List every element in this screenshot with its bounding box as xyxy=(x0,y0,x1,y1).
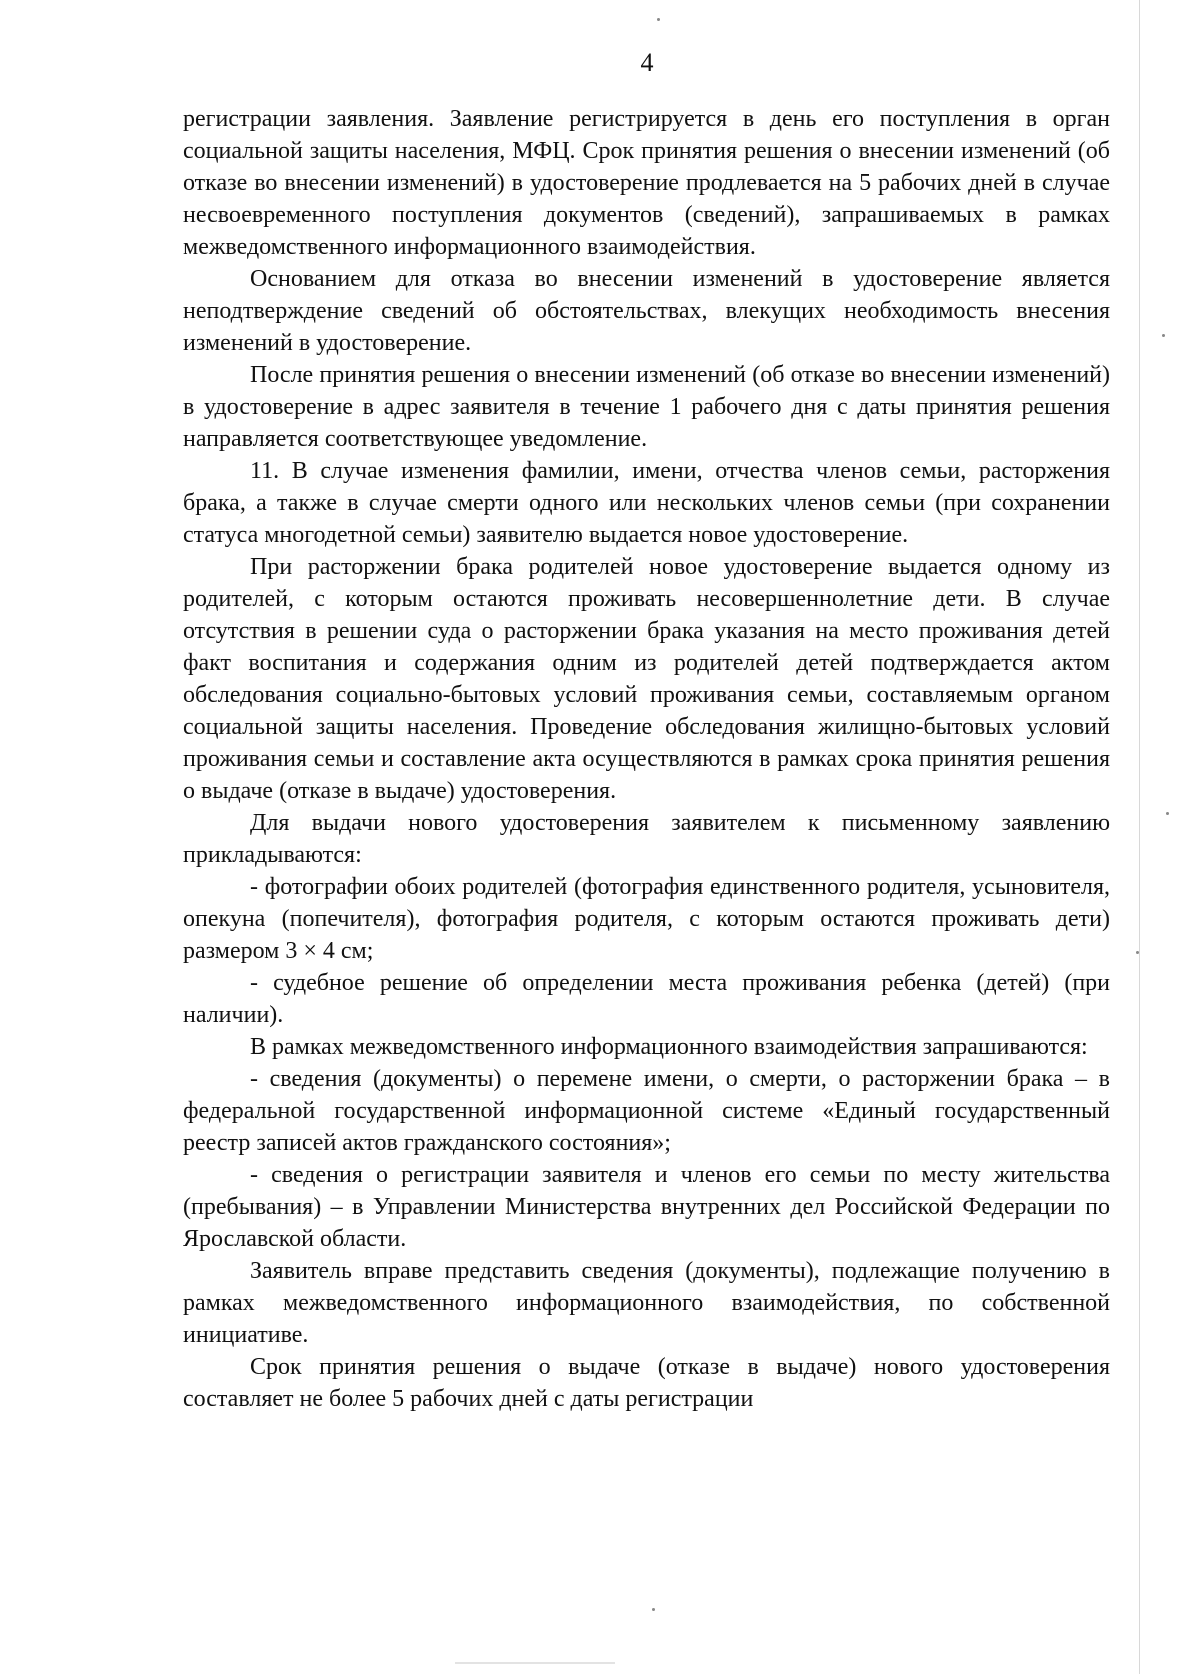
scan-speck xyxy=(1162,334,1165,337)
paragraph-divorce: При расторжении брака родителей новое удостоверение выдается одному из родителей, с которым остаются проживать несовершеннолетние дети. В случае отсутствия в решении суда о расторжении брака указания на место проживания детей факт воспитания и содержания одним из родителей детей подтверждается актом обследования социально-бытовых условий проживания семьи, составляемым органом социальной защиты населения. Проведение обследования жилищно-бытовых условий проживания семьи и составление акта осуществляются в рамках срока принятия решения о выдаче (отказе в выдаче) удостоверения. xyxy=(183,554,1110,804)
paragraph-notification: После принятия решения о внесении изменений (об отказе во внесении изменений) в удостоверение в адрес заявителя в течение 1 рабочего дня с даты принятия решения направляется соответствующее уведомление. xyxy=(183,362,1110,452)
scan-speck xyxy=(657,18,660,21)
scan-speck xyxy=(1136,951,1139,954)
scan-smudge xyxy=(455,1662,615,1664)
paragraph-item-11: 11. В случае изменения фамилии, имени, отчества членов семьи, расторжения брака, а также в случае смерти одного или нескольких членов семьи (при сохранении статуса многодетной семьи) заявителю выдается новое удостоверение. xyxy=(183,458,1110,548)
scan-speck xyxy=(652,1608,655,1611)
paragraph-own-initiative: Заявитель вправе представить сведения (документы), подлежащие получению в рамках межведомственного информационного взаимодействия, по собственной инициативе. xyxy=(183,1258,1110,1348)
document-body xyxy=(183,103,1110,1415)
list-item-photos: - фотографии обоих родителей (фотография единственного родителя, усыновителя, опекуна (попечителя), фотография родителя, с которым остаются проживать дети) размером 3 × 4 см; xyxy=(183,874,1110,964)
page-number: 4 xyxy=(640,48,654,77)
paragraph-decision-term: Срок принятия решения о выдаче (отказе в выдаче) нового удостоверения составляет не более 5 рабочих дней с даты регистрации xyxy=(183,1354,1110,1412)
scan-speck xyxy=(1166,812,1169,815)
list-item-residence-registration: - сведения о регистрации заявителя и членов его семьи по месту жительства (пребывания) – в Управлении Министерства внутренних дел Российской Федерации по Ярославской области. xyxy=(183,1162,1110,1252)
paragraph-attachments-intro: Для выдачи нового удостоверения заявителем к письменному заявлению прикладываются: xyxy=(183,810,1110,868)
scan-edge-line xyxy=(1139,0,1140,1674)
paragraph-continuation: регистрации заявления. Заявление регистрируется в день его поступления в орган социальной защиты населения, МФЦ. Срок принятия решения о внесении изменений (об отказе во внесении изменений) в удостоверение продлевается на 5 рабочих дней в случае несвоевременного поступления документов (сведений), запрашиваемых в рамках межведомственного информационного взаимодействия. xyxy=(183,106,1110,260)
list-item-civil-registry: - сведения (документы) о перемене имени, о смерти, о расторжении брака – в федеральной государственной информационной системе «Единый государственный реестр записей актов гражданского состояния»; xyxy=(183,1066,1110,1156)
paragraph-refusal-grounds: Основанием для отказа во внесении изменений в удостоверение является неподтверждение сведений об обстоятельствах, влекущих необходимость внесения изменений в удостоверение. xyxy=(183,266,1110,356)
list-item-court-decision: - судебное решение об определении места проживания ребенка (детей) (при наличии). xyxy=(183,970,1110,1028)
paragraph-interagency-intro: В рамках межведомственного информационного взаимодействия запрашиваются: xyxy=(250,1034,1088,1060)
